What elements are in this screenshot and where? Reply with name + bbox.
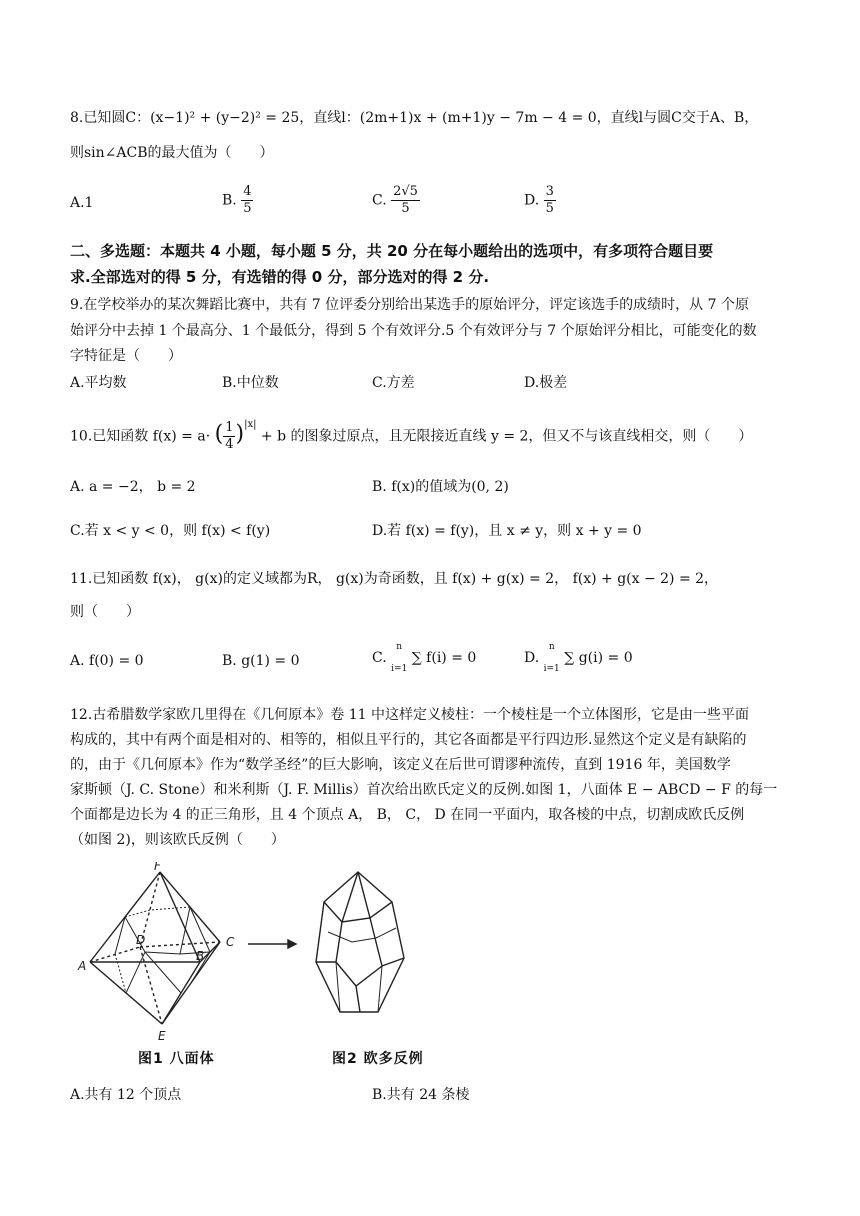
q10-option-c: C.若 x < y < 0，则 f(x) < f(y) (70, 523, 271, 539)
q8-stem-line1: 8.已知圆C：(x−1)² + (y−2)² = 25，直线l：(2m+1)x + (m+1)y − 7m − 4 = 0，直线l与圆C交于A、B， (70, 110, 759, 126)
q8-option-c-numerator: 2√5 (393, 184, 418, 199)
q11-option-c-prefix: C. (372, 650, 387, 666)
vertex-label-a: A (78, 959, 87, 973)
section2-heading-line1: 二、多选题：本题共 4 小题，每小题 5 分，共 20 分在每小题给出的选项中，有多项符合题目要 (70, 242, 714, 260)
section2-heading-line2: 求.全部选对的得 5 分，有选错的得 0 分，部分选对的得 2 分. (70, 268, 490, 286)
q11-option-b: B. g(1) = 0 (222, 653, 300, 669)
q11-option-d-sum: ∑ g(i) = 0 (564, 650, 633, 666)
q11-option-d-sum-bottom: i=1 (543, 664, 560, 674)
q10-option-b: B. f(x)的值域为(0, 2) (372, 479, 509, 495)
q12-stem-line6: （如图 2)，则该欧氏反例（ ） (70, 832, 285, 848)
q11-option-d-prefix: D. (524, 650, 540, 666)
octahedron-figures-svg (70, 862, 470, 1072)
q9-option-d: D.极差 (524, 375, 568, 391)
q12-stem-line1: 12.古希腊数学家欧几里得在《几何原本》卷 11 中这样定义棱柱：一个棱柱是一个立体图形，它是由一些平面 (70, 707, 749, 723)
q8-option-b-denominator: 5 (243, 201, 252, 216)
q11-stem-line1: 11.已知函数 f(x)， g(x)的定义域都为R， g(x)为奇函数，且 f(x) + g(x) = 2， f(x) + g(x − 2) = 2， (70, 571, 719, 587)
q10-exponent: |x| (244, 418, 257, 430)
q8-option-b-fraction (241, 184, 253, 217)
q8-option-c-denominator: 5 (401, 201, 410, 216)
vertex-label-d: D (136, 933, 146, 947)
q8-option-c-fraction (391, 184, 420, 217)
q10-stem: 10.已知函数 f(x) = a· ( $\frac{1}{4}$ )$^{|x|}$ + b 的图象过原点，且无限接近直线 y = 2，但又不与该直线相交，则（ ） (70, 418, 753, 452)
q10-option-d: D.若 f(x) = f(y)，且 x ≠ y，则 x + y = 0 (372, 523, 642, 539)
q11-option-d (524, 642, 633, 674)
q9-option-b: B.中位数 (222, 375, 279, 391)
q11-option-c-sum-top: n (396, 642, 403, 652)
q10-stem-suffix: + b 的图象过原点，且无限接近直线 y = 2，但又不与该直线相交，则（ ） (260, 428, 753, 445)
q11-option-d-sum-top: n (548, 642, 555, 652)
q8-option-b-prefix: B. (222, 192, 237, 209)
fig2-euclid-counterexample (316, 872, 404, 1012)
q11-stem-line2: 则（ ） (70, 604, 140, 620)
q11-option-a: A. f(0) = 0 (70, 653, 144, 669)
q9-stem-line2: 始评分中去掉 1 个最高分、1 个最低分，得到 5 个有效评分.5 个有效评分与 7 个原始评分相比，可能变化的数 (70, 323, 757, 339)
q12-option-a: A.共有 12 个顶点 (70, 1087, 182, 1103)
vertex-label-c: C (226, 935, 235, 949)
q9-stem-line3: 字特征是（ ） (70, 348, 182, 364)
q10-fraction (223, 420, 235, 453)
q11-option-c (372, 642, 476, 674)
q8-option-c (372, 184, 420, 217)
q11-option-c-sum: ∑ f(i) = 0 (411, 650, 477, 666)
q12-figures (70, 862, 470, 1072)
vertex-label-e: E (158, 1029, 166, 1043)
fig-arrow (248, 940, 296, 948)
q8-option-d-denominator: 5 (545, 201, 554, 216)
fig1-octahedron (90, 872, 220, 1024)
q8-option-d-numerator: 3 (545, 184, 554, 199)
q8-option-c-prefix: C. (372, 192, 387, 209)
q10-option-a: A. a = −2， b = 2 (70, 479, 196, 495)
q12-stem-line4: 家斯顿（J. C. Stone）和米利斯（J. F. Millis）首次给出欧氏定义的反例.如图 1，八面体 E − ABCD − F 的每一 (70, 782, 778, 798)
q8-option-b (222, 184, 253, 217)
q11-option-d-sum-limits (544, 642, 560, 674)
q8-option-b-numerator: 4 (243, 184, 252, 199)
q8-option-a: A.1 (70, 195, 94, 211)
q8-option-d (524, 184, 556, 217)
q12-option-b: B.共有 24 条棱 (372, 1087, 470, 1103)
q11-option-c-sum-limits (391, 642, 407, 674)
q8-option-d-fraction (544, 184, 556, 217)
fig1-caption: 图1 八面体 (138, 1051, 215, 1067)
q9-stem-line1: 9.在学校举办的某次舞蹈比赛中，共有 7 位评委分别给出某选手的原始评分，评定该选手的成绩时，从 7 个原 (70, 297, 749, 313)
q8-option-d-prefix: D. (524, 192, 540, 209)
q10-fraction-numerator: 1 (225, 420, 234, 435)
q9-option-c: C.方差 (372, 375, 415, 391)
fig2-caption: 图2 欧多反例 (332, 1051, 424, 1067)
vertex-label-f: F (154, 862, 161, 873)
q9-option-a: A.平均数 (70, 375, 127, 391)
q12-stem-line5: 个面都是边长为 4 的正三角形，且 4 个顶点 A， B， C， D 在同一平面内，取各棱的中点，切割成欧氏反例 (70, 807, 745, 823)
q11-option-c-sum-bottom: i=1 (391, 664, 408, 674)
q10-fraction-denominator: 4 (225, 437, 234, 452)
q12-stem-line3: 的，由于《几何原本》作为“数学圣经”的巨大影响，该定义在后世可谓谬种流传，直到 1916 年，美国数学 (70, 757, 731, 773)
q10-stem-prefix: 10.已知函数 f(x) = a· (70, 428, 211, 445)
vertex-label-b: B (196, 949, 205, 963)
q8-stem-line2: 则sin∠ACB的最大值为（ ） (70, 145, 274, 161)
q12-stem-line2: 构成的，其中有两个面是相对的、相等的，相似且平行的，其它各面都是平行四边形.显然这个定义是有缺陷的 (70, 732, 747, 748)
